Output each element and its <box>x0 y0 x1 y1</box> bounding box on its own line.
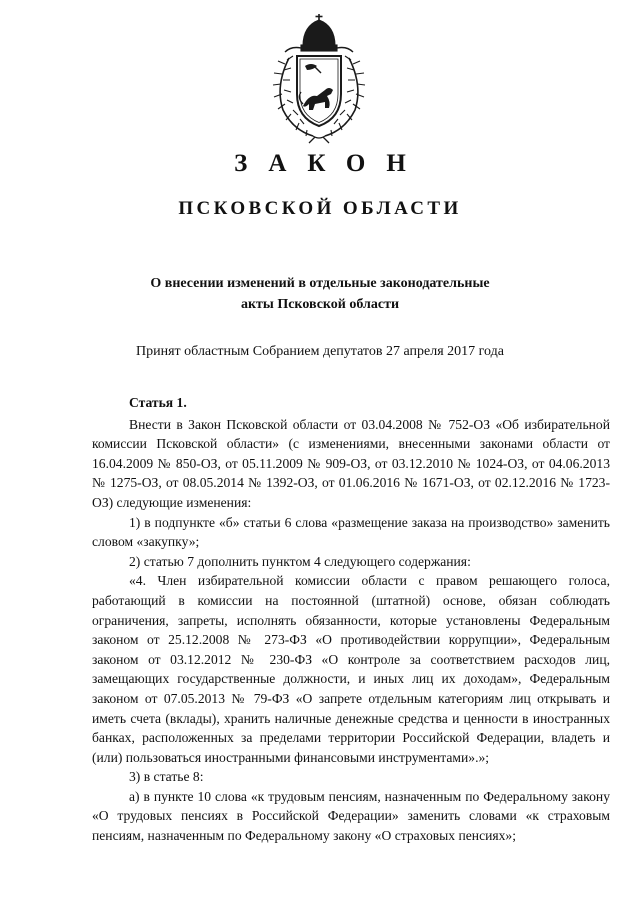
article-paragraph-item-1: 1) в подпункте «б» статьи 6 слова «размещение заказа на производство» заменить словом «закупку»; <box>92 514 610 550</box>
law-subject-line-2: акты Псковской области <box>240 297 400 312</box>
article-paragraph-item-3a: а) в пункте 10 слова «к трудовым пенсиям, назначенным по Федеральному закону «О трудовых пенсиях в Российской Федерации» заменить словами «к страховым пенсиям, назначенным по Федеральному закону «О страховых пенсиях»; <box>92 788 610 844</box>
law-subject <box>0 273 640 315</box>
region-title: ПСКОВСКОЙ ОБЛАСТИ <box>178 198 462 219</box>
article-paragraph-intro: Внести в Закон Псковской области от 03.04.2008 № 752-ОЗ «Об избирательной комиссии Псковской области» (с изменениями, внесенными законами области от 16.04.2009 № 850-ОЗ, от 05.11.2009 № 909-ОЗ, от 03.12.2010 № 1024-ОЗ, от 04.06.2013 № 1275-ОЗ, от 08.05.2014 № 1392-ОЗ, от 01.06.2016 № 1671-ОЗ, от 02.12.2016 № 1723-ОЗ) следующие изменения: <box>92 416 610 510</box>
article-paragraph-item-2: 2) статью 7 дополнить пунктом 4 следующего содержания: <box>129 553 471 569</box>
adoption-line: Принят областным Собранием депутатов 27 апреля 2017 года <box>136 344 504 359</box>
law-subject-line-1: О внесении изменений в отдельные законодательные <box>150 276 490 291</box>
pskov-coat-of-arms-icon <box>267 12 371 144</box>
article-body <box>92 393 610 846</box>
law-title: ЗАКОН <box>234 150 427 177</box>
article-heading: Статья 1. <box>129 395 187 410</box>
article-paragraph-new-point-4: «4. Член избирательной комиссии области с правом решающего голоса, работающий в комиссии на постоянной (штатной) основе, обязан соблюдать ограничения, запреты, исполнять обязанности, которые установлены Федеральным законом от 25.12.2008 № 273-ФЗ «О противодействии коррупции», Федеральным законом от 03.12.2012 № 230-ФЗ «О контроле за соответствием расходов лиц, замещающих государственные должности, и иных лиц их доходам», Федеральным законом от 07.05.2013 № 79-ФЗ «О запрете отдельным категориям лиц открывать и иметь счета (вклады), хранить наличные денежные средства и ценности в иностранных банках, расположенных за пределами территории Российской Федерации, владеть и (или) пользоваться иностранными финансовыми инструментами».»; <box>92 573 610 765</box>
article-paragraph-item-3: 3) в статье 8: <box>129 769 204 785</box>
